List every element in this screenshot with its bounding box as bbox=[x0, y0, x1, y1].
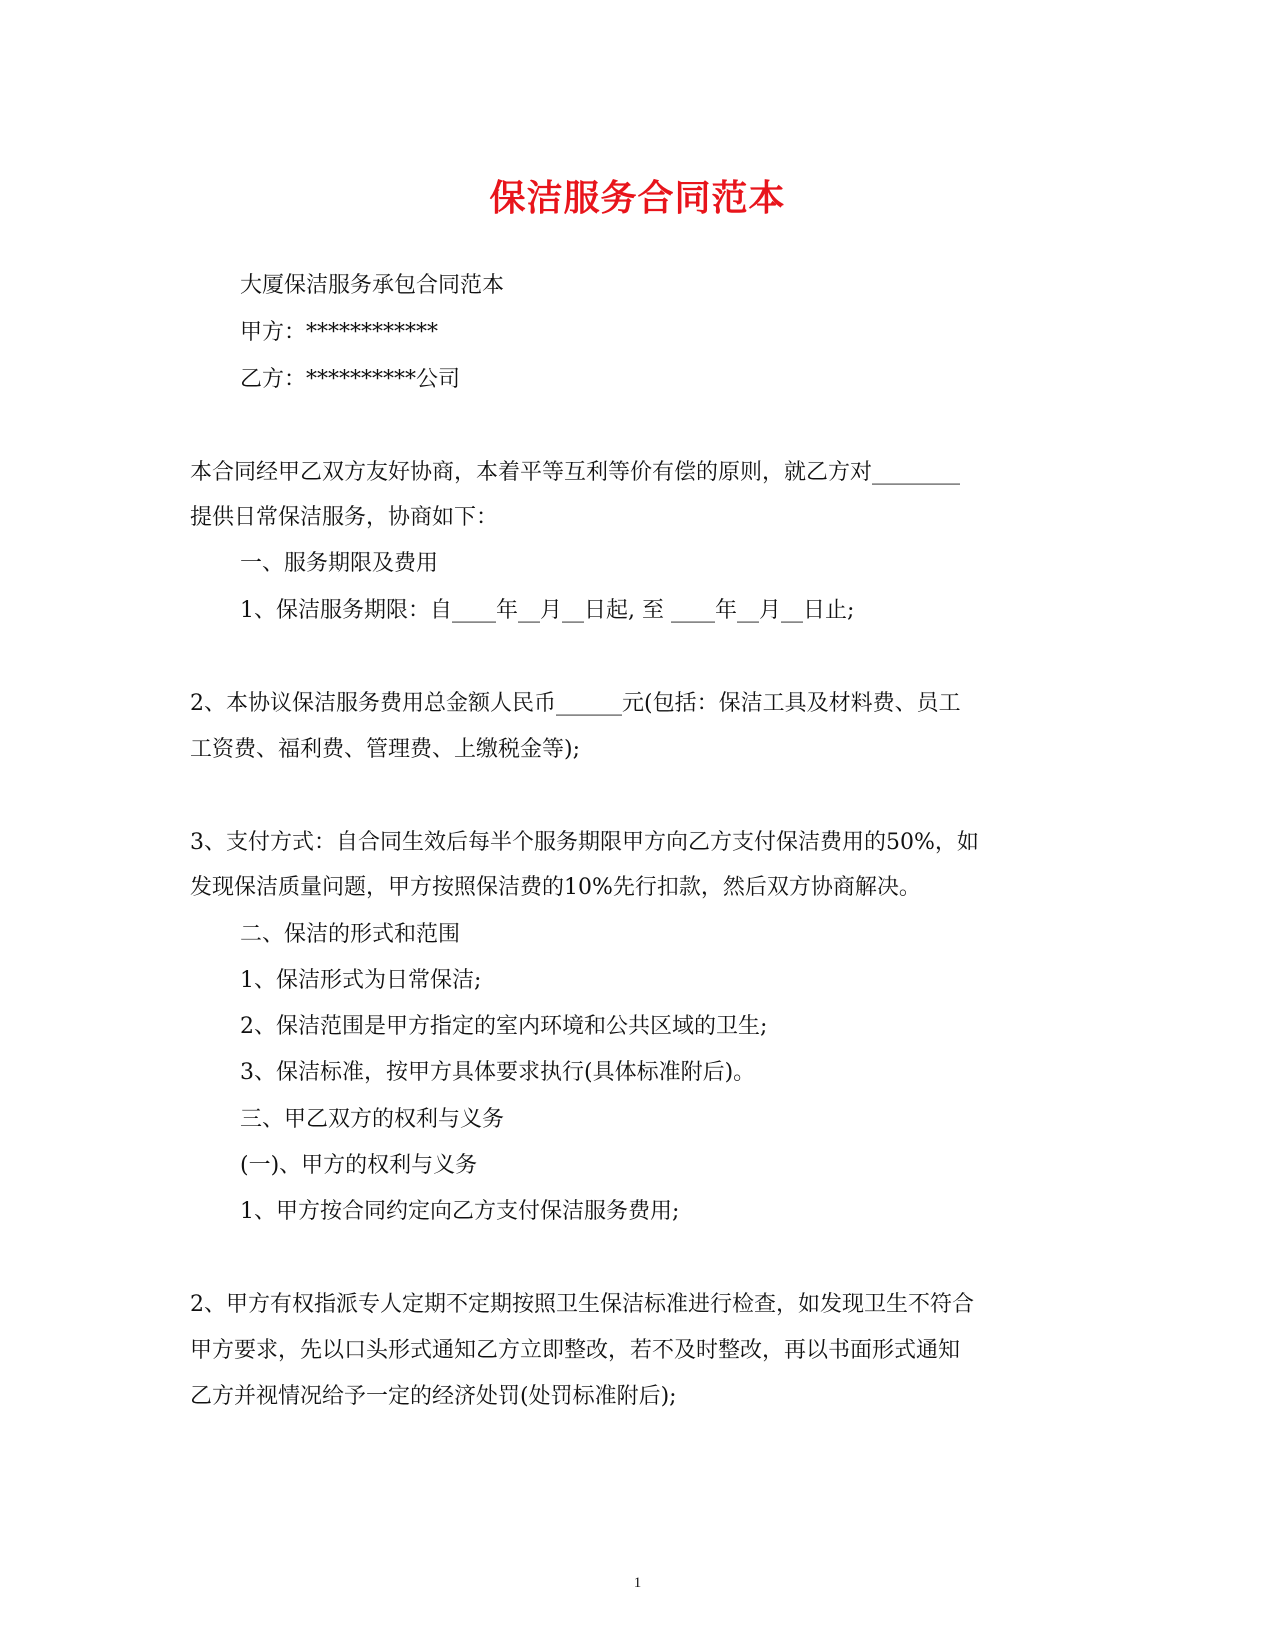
clause-1-1: 1、保洁服务期限：自____年__月__日起, 至 ____年__月__日止; bbox=[240, 598, 855, 623]
document-title: 保洁服务合同范本 bbox=[489, 177, 786, 219]
clause-1-3-line-2: 发现保洁质量问题，甲方按照保洁费的10%先行扣款，然后双方协商解决。 bbox=[190, 875, 921, 900]
preamble-line-1: 本合同经甲乙双方友好协商，本着平等互利等价有偿的原则，就乙方对________ bbox=[190, 460, 961, 485]
clause-1-3-line-1: 3、支付方式：自合同生效后每半个服务期限甲方向乙方支付保洁费用的50%，如 bbox=[190, 830, 979, 855]
preamble-line-2: 提供日常保洁服务，协商如下： bbox=[190, 505, 499, 530]
clause-3-1-2-line-2: 甲方要求，先以口头形式通知乙方立即整改，若不及时整改，再以书面形式通知 bbox=[190, 1338, 961, 1363]
clause-2-2: 2、保洁范围是甲方指定的室内环境和公共区域的卫生; bbox=[240, 1014, 768, 1039]
section-heading-2: 二、保洁的形式和范围 bbox=[240, 922, 461, 947]
section-heading-1: 一、服务期限及费用 bbox=[240, 551, 439, 576]
clause-1-2-line-2: 工资费、福利费、管理费、上缴税金等); bbox=[190, 737, 580, 762]
clause-3-1-2-line-1: 2、甲方有权指派专人定期不定期按照卫生保洁标准进行检查，如发现卫生不符合 bbox=[190, 1292, 974, 1317]
clause-2-3: 3、保洁标准，按甲方具体要求执行(具体标准附后)。 bbox=[240, 1060, 756, 1085]
subsection-heading-3-1: (一)、甲方的权利与义务 bbox=[240, 1153, 478, 1178]
party-a-line: 甲方：************ bbox=[240, 320, 439, 345]
page-number: 1 bbox=[633, 1575, 642, 1591]
clause-1-2-line-1: 2、本协议保洁服务费用总金额人民币______元(包括：保洁工具及材料费、员工 bbox=[190, 691, 961, 716]
subtitle-line: 大厦保洁服务承包合同范本 bbox=[240, 273, 505, 298]
clause-2-1: 1、保洁形式为日常保洁; bbox=[240, 968, 482, 993]
section-heading-3: 三、甲乙双方的权利与义务 bbox=[240, 1107, 505, 1132]
clause-3-1-2-line-3: 乙方并视情况给予一定的经济处罚(处罚标准附后); bbox=[190, 1384, 677, 1409]
party-b-line: 乙方：**********公司 bbox=[240, 367, 461, 392]
clause-3-1-1: 1、甲方按合同约定向乙方支付保洁服务费用; bbox=[240, 1199, 680, 1224]
